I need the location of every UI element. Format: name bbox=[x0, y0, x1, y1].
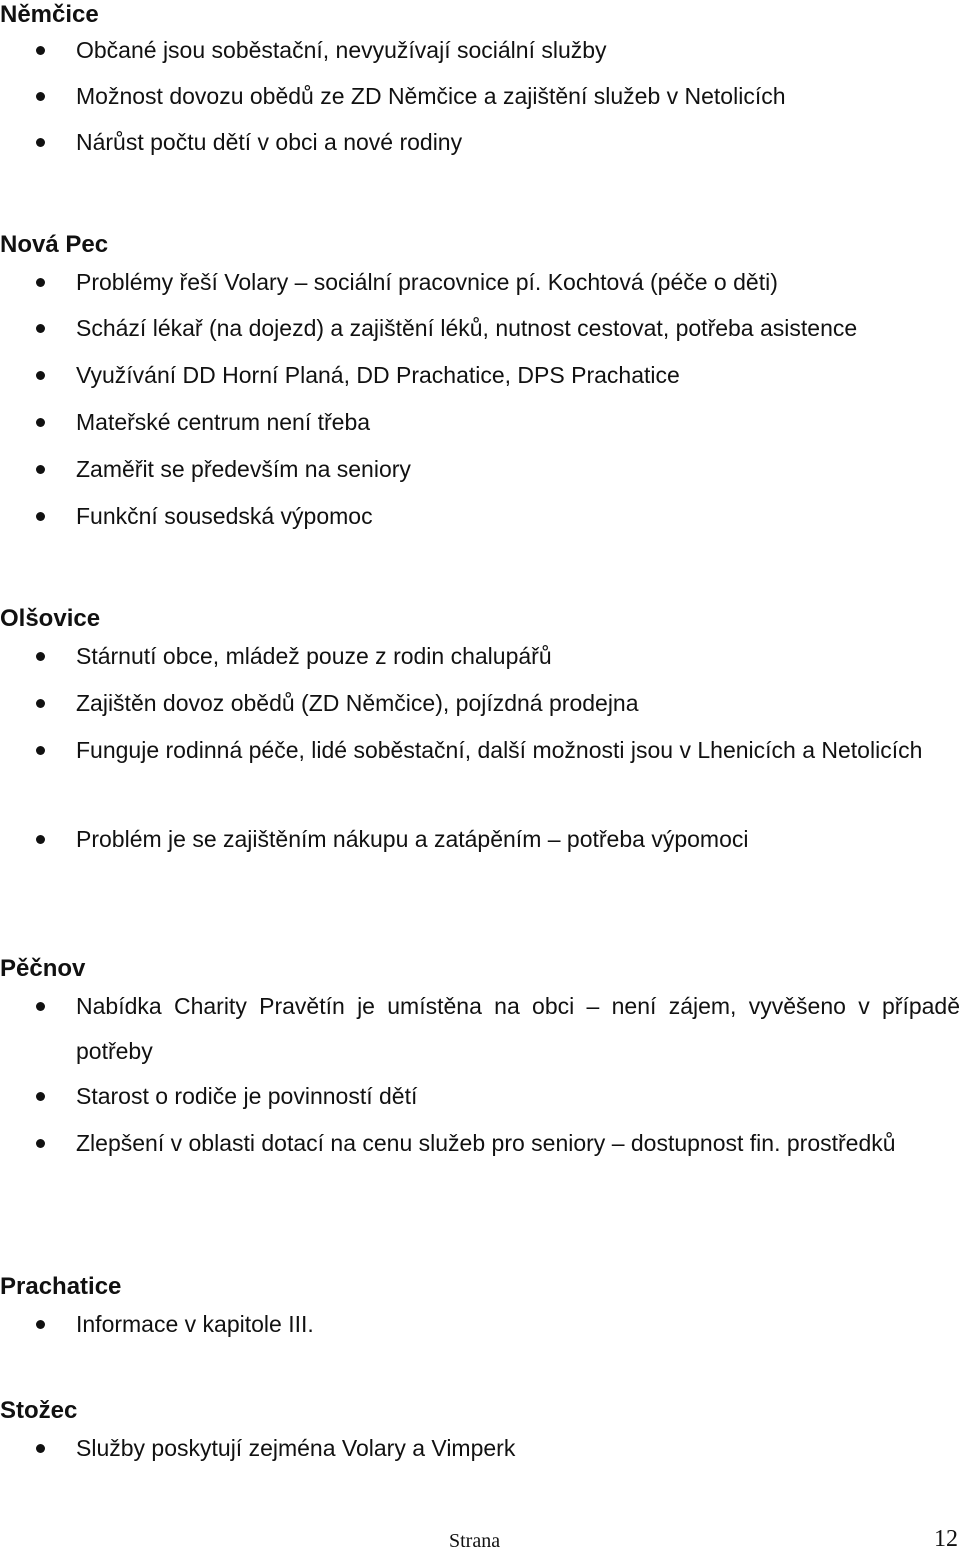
list-item: Mateřské centrum není třeba bbox=[76, 400, 960, 445]
section-heading-nova-pec: Nová Pec bbox=[0, 231, 109, 258]
list-item: Využívání DD Horní Planá, DD Prachatice, DPS Prachatice bbox=[76, 353, 960, 398]
list-item: Problémy řeší Volary – sociální pracovnice pí. Kochtová (péče o děti) bbox=[76, 260, 960, 305]
bullet-icon bbox=[36, 138, 45, 147]
section-heading-stozec: Stožec bbox=[0, 1397, 78, 1424]
bullet-icon bbox=[36, 418, 45, 427]
bullet-icon bbox=[36, 1320, 45, 1329]
bullet-icon bbox=[36, 1444, 45, 1453]
bullet-icon bbox=[36, 699, 45, 708]
list-item: Zajištěn dovoz obědů (ZD Němčice), pojízdná prodejna bbox=[76, 681, 960, 726]
bullet-icon bbox=[36, 371, 45, 380]
bullet-icon bbox=[36, 1002, 45, 1011]
list-item: Starost o rodiče je povinností dětí bbox=[76, 1074, 960, 1119]
section-heading-prachatice: Prachatice bbox=[0, 1273, 122, 1300]
bullet-icon bbox=[36, 324, 45, 333]
bullet-icon bbox=[36, 92, 45, 101]
bullet-icon bbox=[36, 1092, 45, 1101]
bullet-icon bbox=[36, 1139, 45, 1148]
bullet-icon bbox=[36, 465, 45, 474]
list-item: Služby poskytují zejména Volary a Vimperk bbox=[76, 1426, 960, 1471]
bullet-icon bbox=[36, 652, 45, 661]
list-item: Zaměřit se především na seniory bbox=[76, 447, 960, 492]
bullet-icon bbox=[36, 512, 45, 521]
bullet-icon bbox=[36, 835, 45, 844]
bullet-icon bbox=[36, 746, 45, 755]
section-heading-pecnov: Pěčnov bbox=[0, 955, 86, 982]
list-item: Schází lékař (na dojezd) a zajištění léků, nutnost cestovat, potřeba asistence bbox=[76, 306, 960, 351]
footer-page-label: Strana bbox=[449, 1530, 501, 1552]
list-item: Informace v kapitole III. bbox=[76, 1302, 960, 1347]
list-item: Nabídka Charity Pravětín je umístěna na obci – není zájem, vyvěšeno v případě potřeby bbox=[76, 984, 960, 1074]
list-item: Problém je se zajištěním nákupu a zatápěním – potřeba výpomoci bbox=[76, 817, 960, 862]
bullet-icon bbox=[36, 278, 45, 287]
footer-page-number: 12 bbox=[934, 1526, 958, 1552]
section-heading-nemcice: Němčice bbox=[0, 1, 99, 28]
list-item: Občané jsou soběstační, nevyužívají sociální služby bbox=[76, 28, 960, 73]
list-item: Možnost dovozu obědů ze ZD Němčice a zajištění služeb v Netolicích bbox=[76, 74, 960, 119]
section-heading-olsovice: Olšovice bbox=[0, 605, 101, 632]
list-item: Funkční sousedská výpomoc bbox=[76, 494, 960, 539]
list-item: Nárůst počtu dětí v obci a nové rodiny bbox=[76, 120, 960, 165]
list-item: Stárnutí obce, mládež pouze z rodin chalupářů bbox=[76, 634, 960, 679]
list-item: Funguje rodinná péče, lidé soběstační, další možnosti jsou v Lhenicích a Netolicích bbox=[76, 728, 960, 773]
bullet-icon bbox=[36, 46, 45, 55]
list-item: Zlepšení v oblasti dotací na cenu služeb pro seniory – dostupnost fin. prostředků bbox=[76, 1121, 960, 1166]
